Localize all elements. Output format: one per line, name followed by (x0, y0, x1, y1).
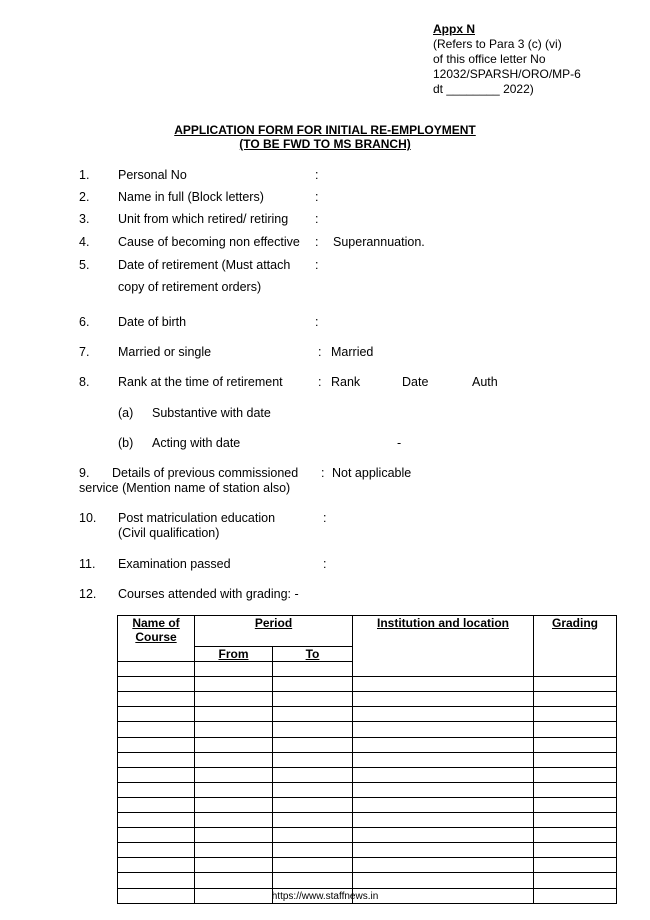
table-cell[interactable] (273, 843, 353, 858)
table-cell[interactable] (534, 797, 617, 812)
item-number: 9. (79, 466, 90, 480)
sub-item-value-acting: - (397, 436, 402, 450)
table-cell[interactable] (353, 722, 534, 737)
item-value-marital: Married (331, 345, 374, 359)
table-cell[interactable] (534, 858, 617, 873)
table-row (118, 858, 617, 873)
item-label-rank: Rank at the time of retirement (118, 375, 283, 389)
table-cell[interactable] (534, 722, 617, 737)
header-institution: Institution and location (353, 616, 534, 677)
item-label-retirement-date: Date of retirement (Must attach (118, 258, 291, 272)
item-label-education: Post matriculation education (118, 511, 276, 525)
table-row (118, 707, 617, 722)
header-from: From (195, 647, 273, 662)
item-colon: : (315, 168, 319, 182)
item-colon: : (315, 212, 319, 226)
item-colon: : (315, 315, 319, 329)
table-cell[interactable] (273, 782, 353, 797)
table-cell[interactable] (353, 707, 534, 722)
sub-item-number: (a) (118, 406, 134, 420)
item-label-marital: Married or single (118, 345, 212, 359)
item-value-prev-service: Not applicable (332, 466, 412, 480)
table-row (118, 767, 617, 782)
table-cell[interactable] (534, 752, 617, 767)
table-cell[interactable] (273, 722, 353, 737)
item-label-retirement-date-cont: copy of retirement orders) (118, 280, 262, 294)
table-cell[interactable] (534, 677, 617, 692)
table-cell[interactable] (273, 828, 353, 843)
table-cell[interactable] (118, 707, 195, 722)
table-cell[interactable] (273, 692, 353, 707)
table-row (118, 692, 617, 707)
table-cell[interactable] (273, 707, 353, 722)
sub-item-label-acting: Acting with date (152, 436, 241, 450)
table-cell[interactable] (118, 813, 195, 828)
table-row (118, 813, 617, 828)
table-cell[interactable] (195, 843, 273, 858)
table-cell[interactable] (273, 873, 353, 888)
table-row (118, 828, 617, 843)
table-cell (195, 662, 273, 677)
table-cell[interactable] (273, 752, 353, 767)
form-title: APPLICATION FORM FOR INITIAL RE-EMPLOYMENT (174, 123, 476, 137)
appendix-reference (433, 22, 581, 97)
courses-table (117, 615, 617, 904)
table-cell[interactable] (534, 843, 617, 858)
table-cell[interactable] (273, 813, 353, 828)
table-cell[interactable] (195, 873, 273, 888)
sub-item-label-substantive: Substantive with date (152, 406, 271, 420)
item-value-cause: Superannuation. (333, 235, 425, 249)
header-name-of-course: Name of Course (118, 616, 195, 662)
item-colon: : (323, 557, 327, 571)
item-colon: : (318, 375, 322, 389)
table-cell[interactable] (118, 797, 195, 812)
table-cell[interactable] (353, 873, 534, 888)
table-cell[interactable] (195, 752, 273, 767)
table-cell[interactable] (534, 782, 617, 797)
item-number: 12. (79, 587, 97, 601)
table-cell[interactable] (353, 737, 534, 752)
item-value-date: Date (402, 375, 429, 389)
appendix-line: of this office letter No (433, 52, 546, 66)
table-cell[interactable] (195, 737, 273, 752)
table-cell[interactable] (534, 692, 617, 707)
table-cell[interactable] (195, 813, 273, 828)
item-number: 4. (79, 235, 90, 249)
table-cell[interactable] (353, 813, 534, 828)
table-cell[interactable] (195, 722, 273, 737)
footer-url: https://www.staffnews.in (271, 891, 379, 902)
appendix-line: dt ________ 2022) (433, 82, 534, 96)
table-cell[interactable] (195, 858, 273, 873)
table-cell[interactable] (118, 692, 195, 707)
table-cell[interactable] (195, 692, 273, 707)
item-colon: : (315, 235, 319, 249)
table-cell[interactable] (118, 737, 195, 752)
item-number: 7. (79, 345, 90, 359)
table-row (118, 752, 617, 767)
table-cell[interactable] (353, 797, 534, 812)
table-cell[interactable] (353, 782, 534, 797)
table-cell (273, 662, 353, 677)
table-cell[interactable] (118, 677, 195, 692)
item-colon: : (315, 190, 319, 204)
table-cell[interactable] (118, 767, 195, 782)
appendix-title: Appx N (433, 22, 475, 36)
table-cell[interactable] (195, 677, 273, 692)
table-row (118, 677, 617, 692)
table-cell[interactable] (195, 828, 273, 843)
table-row (118, 797, 617, 812)
header-to: To (273, 647, 353, 662)
item-label-cause: Cause of becoming non effective (118, 235, 300, 249)
table-cell[interactable] (273, 677, 353, 692)
table-cell[interactable] (353, 858, 534, 873)
header-period: Period (195, 616, 353, 647)
table-cell[interactable] (195, 797, 273, 812)
table-row (118, 737, 617, 752)
table-cell[interactable] (273, 767, 353, 782)
item-label-prev-service: Details of previous commissioned (112, 466, 299, 480)
table-cell[interactable] (353, 677, 534, 692)
sub-item-number: (b) (118, 436, 134, 450)
table-cell[interactable] (534, 813, 617, 828)
table-cell[interactable] (353, 828, 534, 843)
item-value-rank: Rank (331, 375, 361, 389)
table-cell[interactable] (118, 782, 195, 797)
table-cell[interactable] (195, 782, 273, 797)
item-number: 3. (79, 212, 90, 226)
table-cell[interactable] (534, 767, 617, 782)
table-cell[interactable] (353, 843, 534, 858)
table-cell[interactable] (534, 873, 617, 888)
item-label-dob: Date of birth (118, 315, 187, 329)
table-header-row (118, 616, 617, 647)
table-cell[interactable] (353, 692, 534, 707)
table-cell[interactable] (534, 737, 617, 752)
item-label-exam: Examination passed (118, 557, 231, 571)
table-cell (118, 662, 195, 677)
item-number: 11. (79, 557, 96, 571)
item-number: 6. (79, 315, 90, 329)
table-row (118, 873, 617, 888)
item-colon: : (321, 466, 325, 480)
item-number: 2. (79, 190, 90, 204)
table-row (118, 843, 617, 858)
table-cell[interactable] (353, 767, 534, 782)
item-value-auth: Auth (472, 375, 498, 389)
item-number: 1. (79, 168, 90, 182)
header-grading: Grading (534, 616, 617, 677)
table-cell[interactable] (118, 843, 195, 858)
table-cell[interactable] (118, 828, 195, 843)
table-cell[interactable] (534, 707, 617, 722)
table-cell[interactable] (118, 873, 195, 888)
item-colon: : (323, 511, 327, 525)
form-subtitle: (TO BE FWD TO MS BRANCH) (239, 137, 411, 151)
table-cell[interactable] (273, 858, 353, 873)
table-cell[interactable] (118, 722, 195, 737)
item-label-personal-no: Personal No (118, 168, 187, 182)
item-label-prev-service-cont: service (Mention name of station also) (79, 481, 291, 495)
item-label-courses: Courses attended with grading: - (118, 587, 299, 601)
table-cell[interactable] (273, 737, 353, 752)
table-cell[interactable] (534, 828, 617, 843)
appendix-line: (Refers to Para 3 (c) (vi) (433, 37, 562, 51)
item-label-name: Name in full (Block letters) (118, 190, 264, 204)
table-cell[interactable] (118, 858, 195, 873)
table-cell[interactable] (353, 752, 534, 767)
table-cell[interactable] (273, 797, 353, 812)
table-cell[interactable] (118, 752, 195, 767)
table-cell[interactable] (195, 767, 273, 782)
item-label-unit: Unit from which retired/ retiring (118, 212, 289, 226)
table-row (118, 782, 617, 797)
item-colon: : (315, 258, 319, 272)
appendix-line: 12032/SPARSH/ORO/MP-6 (433, 67, 581, 81)
table-row (118, 722, 617, 737)
item-number: 5. (79, 258, 90, 272)
table-cell[interactable] (195, 707, 273, 722)
item-colon: : (318, 345, 322, 359)
item-label-education-cont: (Civil qualification) (118, 526, 220, 540)
item-number: 10. (79, 511, 97, 525)
item-number: 8. (79, 375, 90, 389)
